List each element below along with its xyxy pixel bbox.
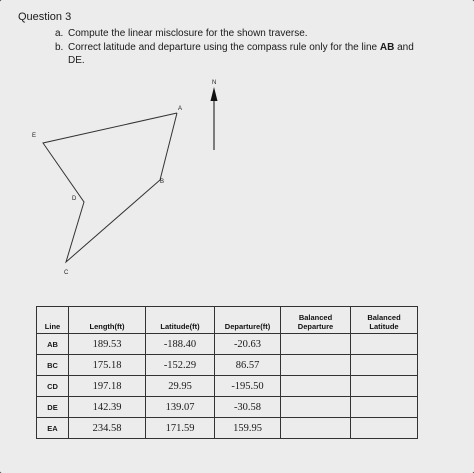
row-cd-balanced-departure[interactable] — [281, 376, 351, 397]
question-title: Question 3 — [18, 11, 72, 23]
point-label-b: B — [160, 179, 165, 185]
row-ab-length: 189.53 — [69, 334, 146, 355]
row-bc-departure: 86.57 — [215, 355, 281, 376]
header-balanced-latitude-2: Latitude — [369, 322, 399, 331]
row-bc-latitude: -152.29 — [146, 355, 215, 376]
row-cd-departure: -195.50 — [215, 376, 281, 397]
row-bc-line: BC — [37, 355, 69, 376]
table-row — [37, 418, 418, 439]
row-cd-balanced-latitude[interactable] — [351, 376, 418, 397]
north-label: N — [212, 80, 217, 86]
point-label-c: C — [64, 270, 69, 276]
table-header-row — [37, 307, 418, 334]
row-de-line: DE — [37, 397, 69, 418]
header-balanced-latitude-1: Balanced — [367, 313, 401, 322]
part-b-text-2: and — [397, 42, 414, 53]
row-ab-latitude: -188.40 — [146, 334, 215, 355]
table-row — [37, 376, 418, 397]
traverse-polygon — [43, 113, 177, 262]
table-row — [37, 355, 418, 376]
row-de-balanced-departure[interactable] — [281, 397, 351, 418]
row-de-departure: -30.58 — [215, 397, 281, 418]
point-label-d: D — [72, 196, 77, 202]
header-length: Length(ft) — [69, 307, 146, 334]
row-ea-length: 234.58 — [69, 418, 146, 439]
header-balanced-latitude — [351, 307, 418, 334]
part-b-bold-ab: AB — [379, 42, 395, 53]
table-row — [37, 397, 418, 418]
row-ab-line: AB — [37, 334, 69, 355]
header-balanced-departure-2: Departure — [297, 322, 334, 331]
row-de-length: 142.39 — [69, 397, 146, 418]
row-cd-latitude: 29.95 — [146, 376, 215, 397]
header-latitude: Latitude(ft) — [146, 307, 215, 334]
row-ea-departure: 159.95 — [215, 418, 281, 439]
table-row — [37, 334, 418, 355]
row-de-balanced-latitude[interactable] — [351, 397, 418, 418]
row-ea-latitude: 171.59 — [146, 418, 215, 439]
north-arrow-icon — [211, 87, 218, 150]
header-departure: Departure(ft) — [215, 307, 281, 334]
row-cd-line: CD — [37, 376, 69, 397]
header-balanced-departure — [281, 307, 351, 334]
header-line: Line — [37, 307, 69, 334]
row-cd-length: 197.18 — [69, 376, 146, 397]
row-ab-departure: -20.63 — [215, 334, 281, 355]
header-balanced-departure-1: Balanced — [298, 313, 333, 322]
row-ea-line: EA — [37, 418, 69, 439]
row-bc-balanced-latitude[interactable] — [351, 355, 418, 376]
part-b-text-3: DE. — [68, 55, 85, 66]
part-b-marker: b. — [55, 42, 64, 53]
traverse-table — [36, 306, 418, 439]
part-a-text: Compute the linear misclosure for the shown traverse. — [68, 28, 308, 39]
row-bc-balanced-departure[interactable] — [281, 355, 351, 376]
point-label-a: A — [178, 106, 183, 112]
row-ab-balanced-latitude[interactable] — [351, 334, 418, 355]
point-label-e: E — [32, 133, 37, 139]
row-ea-balanced-latitude[interactable] — [351, 418, 418, 439]
row-ab-balanced-departure[interactable] — [281, 334, 351, 355]
part-a-marker: a. — [55, 28, 64, 39]
row-ea-balanced-departure[interactable] — [281, 418, 351, 439]
row-bc-length: 175.18 — [69, 355, 146, 376]
part-b-text-1: Correct latitude and departure using the compass rule only for the line — [68, 42, 378, 53]
traverse-lines — [43, 113, 177, 262]
row-de-latitude: 139.07 — [146, 397, 215, 418]
